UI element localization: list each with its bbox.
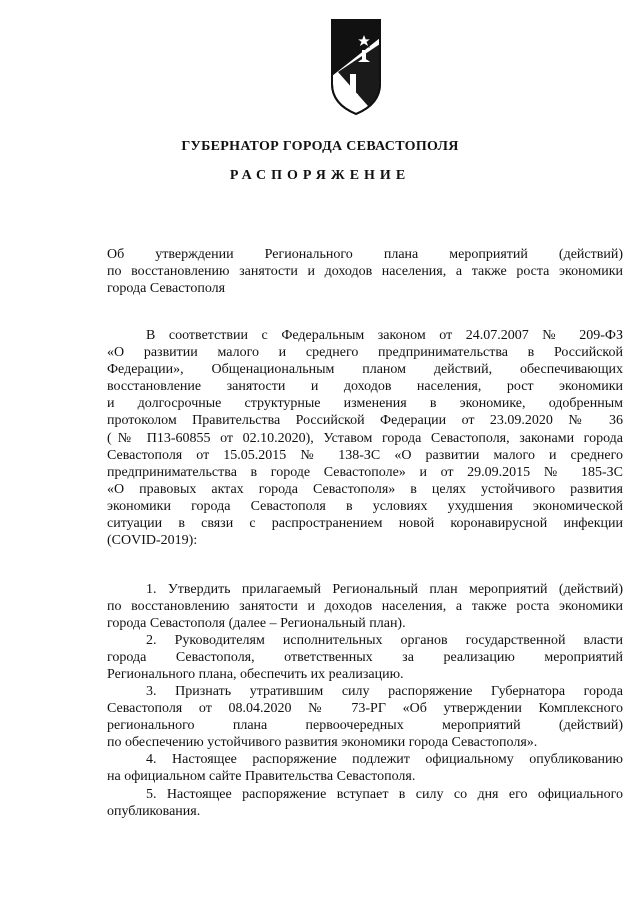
preamble-line: «О развитии малого и среднего предпринимательства в Российской bbox=[107, 345, 623, 361]
point-line: Севастополя от 08.04.2020 № 73-РГ «Об утверждении Комплексного bbox=[107, 701, 623, 717]
point-line: на официальном сайте Правительства Севастополя. bbox=[107, 769, 416, 785]
preamble-line: ситуации в связи с распространением новой коронавирусной инфекции bbox=[107, 516, 623, 532]
point-line: 4. Настоящее распоряжение подлежит официальному опубликованию bbox=[146, 752, 623, 767]
coat-of-arms-icon bbox=[328, 18, 384, 116]
point-line: города Севастополя (далее – Региональный план). bbox=[107, 616, 406, 632]
point-line: 3. Признать утратившим силу распоряжение Губернатора города bbox=[146, 684, 623, 699]
point-2 bbox=[107, 632, 623, 683]
preamble-line: протоколом Правительства Российской Федерации от 23.09.2020 № 36 bbox=[107, 413, 623, 429]
point-line: 5. Настоящее распоряжение вступает в силу со дня его официального bbox=[146, 787, 623, 802]
subject-line: города Севастополя bbox=[107, 281, 226, 297]
preamble bbox=[107, 327, 623, 549]
preamble-line: Федерации», Общенациональным планом действий, обеспечивающих bbox=[107, 362, 623, 378]
point-line: города Севастополя, ответственных за реализацию мероприятий bbox=[107, 650, 623, 666]
subject-line: Об утверждении Регионального плана мероприятий (действий) bbox=[107, 247, 623, 262]
preamble-line: экономики города Севастополя в условиях ухудшения экономической bbox=[107, 498, 623, 514]
preamble-line: В соответствии с Федеральным законом от 24.07.2007 № 209-ФЗ bbox=[146, 328, 623, 343]
preamble-line: (COVID-2019): bbox=[107, 533, 198, 549]
point-line: по восстановлению занятости и доходов населения, а также роста экономики bbox=[107, 599, 623, 615]
subject-line: по восстановлению занятости и доходов населения, а также роста экономики bbox=[107, 264, 623, 280]
preamble-line: Севастополя от 15.05.2015 № 138-ЗС «О развитии малого и среднего bbox=[107, 447, 623, 463]
point-5 bbox=[107, 786, 623, 820]
point-line: 1. Утвердить прилагаемый Региональный план мероприятий (действий) bbox=[146, 582, 623, 597]
point-4 bbox=[107, 751, 623, 785]
point-line: по обеспечению устойчивого развития экономики города Севастополя». bbox=[107, 735, 538, 751]
point-line: 2. Руководителям исполнительных органов государственной власти bbox=[146, 633, 623, 648]
point-3 bbox=[107, 683, 623, 751]
preamble-line: восстановление занятости и доходов населения, рост экономики bbox=[107, 379, 623, 395]
preamble-line: «О правовых актах города Севастополя» в целях устойчивого развития bbox=[107, 481, 623, 497]
preamble-line: предпринимательства в городе Севастополе» и от 29.09.2015 № 185-ЗС bbox=[107, 464, 623, 480]
document-type-title: РАСПОРЯЖЕНИЕ bbox=[229, 168, 411, 183]
document-subject bbox=[107, 246, 623, 297]
point-line: регионального плана первоочередных мероприятий (действий) bbox=[107, 718, 623, 734]
preamble-line: и долгосрочные структурные изменения в экономике, одобренным bbox=[107, 396, 623, 412]
issuing-authority: ГУБЕРНАТОР ГОРОДА СЕВАСТОПОЛЯ bbox=[181, 139, 459, 154]
point-1 bbox=[107, 581, 623, 632]
point-line: Регионального плана, обеспечить их реализацию. bbox=[107, 667, 404, 683]
preamble-line: (№ П13-60855 от 02.10.2020), Уставом города Севастополя, законами города bbox=[107, 430, 623, 446]
point-line: опубликования. bbox=[107, 804, 201, 820]
